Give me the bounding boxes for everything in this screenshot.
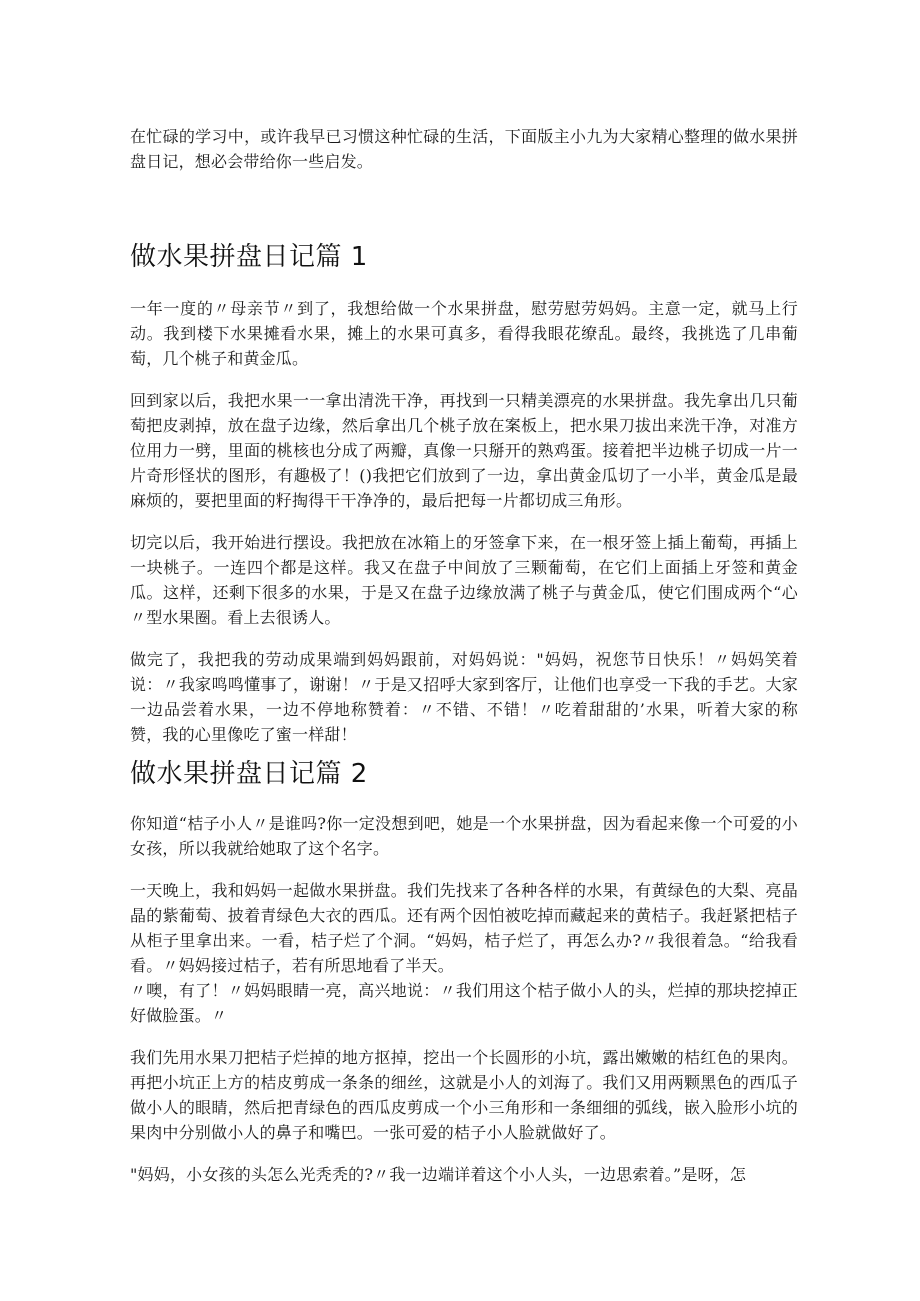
section-1-paragraph-1: 一年一度的〃母亲节〃到了，我想给做一个水果拼盘，慰劳慰劳妈妈。主意一定，就马上行动。我到楼下水果摊看水果，摊上的水果可真多，看得我眼花缭乱。最终，我挑选了几串葡萄，几个桃子和黄金瓜。 bbox=[130, 299, 798, 368]
intro-paragraph: 在忙碌的学习中，或许我早已习惯这种忙碌的生活，下面版主小九为大家精心整理的做水果拼盘日记，想必会带给你一些启发。 bbox=[130, 127, 798, 171]
section-2-paragraph-5: "妈妈，小女孩的头怎么光秃秃的?〃我一边端详着这个小人头，一边思索着。”是呀，怎 bbox=[130, 1165, 747, 1184]
section-2-paragraph-2: 一天晚上，我和妈妈一起做水果拼盘。我们先找来了各种各样的水果，有黄绿色的大梨、亮晶晶的紫葡萄、披着青绿色大衣的西瓜。还有两个因怕被吃掉而藏起来的黄桔子。我赶紧把桔子从柜子里拿出来。一看，桔子烂了个洞。“妈妈，桔子烂了，再怎么办?〃我很着急。“给我看看。〃妈妈接过桔子，若有所思地看了半天。 bbox=[130, 881, 798, 975]
section-1-paragraph-3: 切完以后，我开始进行摆设。我把放在冰箱上的牙签拿下来，在一根牙签上插上葡萄，再插上一块桃子。一连四个都是这样。我又在盘子中间放了三颗葡萄，在它们上面插上牙签和黄金瓜。这样，还剩下很多的水果，于是又在盘子边缘放满了桃子与黄金瓜，使它们围成两个“心〃型水果圈。看上去很诱人。 bbox=[130, 533, 798, 627]
section-2-paragraph-1: 你知道“桔子小人〃是谁吗?你一定没想到吧，她是一个水果拼盘，因为看起来像一个可爱的小女孩，所以我就给她取了这个名字。 bbox=[130, 814, 798, 858]
document-page bbox=[130, 124, 798, 1204]
section-2-paragraph-4: 我们先用水果刀把桔子烂掉的地方抠掉，挖出一个长圆形的小坑，露出嫩嫩的桔红色的果肉。再把小坑正上方的桔皮剪成一条条的细丝，这就是小人的刘海了。我们又用两颗黑色的西瓜子做小人的眼睛，然后把青绿色的西瓜皮剪成一个小三角形和一条细细的弧线，嵌入脸形小坑的果肉中分别做小人的鼻子和嘴巴。一张可爱的桔子小人脸就做好了。 bbox=[130, 1048, 798, 1142]
section-2-title: 做水果拼盘日记篇 2 bbox=[130, 759, 368, 789]
section-1-title: 做水果拼盘日记篇 1 bbox=[130, 242, 368, 272]
section-1-paragraph-2: 回到家以后，我把水果一一拿出清洗干净，再找到一只精美漂亮的水果拼盘。我先拿出几只葡萄把皮剥掉，放在盘子边缘，然后拿出几个桃子放在案板上，把水果刀拔出来洗干净，对准方位用力一劈，里面的桃核也分成了两瓣，真像一只掰开的熟鸡蛋。接着把半边桃子切成一片一片奇形怪状的图形，有趣极了！()我把它们放到了一边，拿出黄金瓜切了一小半，黄金瓜是最麻烦的，要把里面的籽掏得干干净净的，最后把每一片都切成三角形。 bbox=[130, 391, 798, 510]
section-1-paragraph-4: 做完了，我把我的劳动成果端到妈妈跟前，对妈妈说："妈妈，祝您节日快乐！〃妈妈笑着说：〃我家鸣鸣懂事了，谢谢！〃于是又招呼大家到客厅，让他们也享受一下我的手艺。大家一边品尝着水果，一边不停地称赞着：〃不错、不错！〃吃着甜甜的’水果，听着大家的称赞，我的心里像吃了蜜一样甜！ bbox=[130, 650, 798, 744]
section-2-paragraph-3: 〃噢，有了！〃妈妈眼睛一亮，高兴地说：〃我们用这个桔子做小人的头，烂掉的那块挖掉正好做脸蛋。〃 bbox=[130, 981, 798, 1025]
